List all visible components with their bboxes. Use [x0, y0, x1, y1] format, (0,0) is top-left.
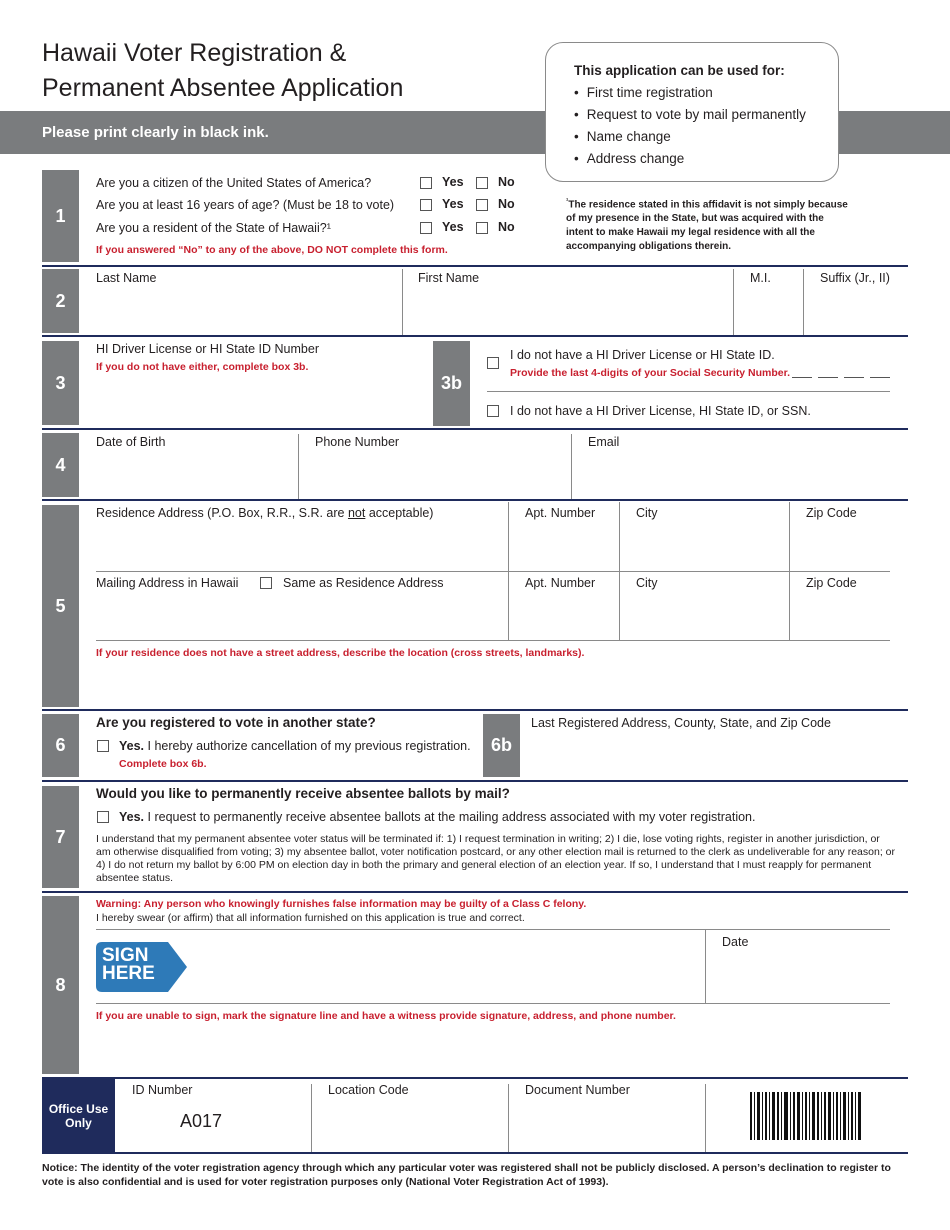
apt-label: Apt. Number [525, 506, 596, 520]
location-note: If your residence does not have a street address, describe the location (cross streets, landmarks). [96, 647, 585, 659]
no-id-label: I do not have a HI Driver License, HI State ID, or SSN. [510, 404, 811, 418]
divider [42, 780, 908, 782]
divider [619, 572, 620, 640]
divider [42, 709, 908, 711]
license-note: If you do not have either, complete box 3b. [96, 361, 309, 373]
mi-label: M.I. [750, 271, 771, 285]
residence-label-not: not [347, 506, 366, 520]
section-1-number: 1 [42, 170, 79, 262]
no-label: No [498, 197, 515, 211]
here-word: HERE [102, 963, 155, 984]
barcode [750, 1092, 865, 1140]
request-text: I request to permanently receive absentee ballots at the mailing address associated with my voter registration. [147, 810, 756, 824]
apt-label: Apt. Number [525, 576, 596, 590]
divider [619, 502, 620, 571]
section-1-warning: If you answered “No” to any of the above, DO NOT complete this form. [96, 244, 448, 256]
last-name-label: Last Name [96, 271, 157, 285]
use-item: • Name change [574, 126, 806, 148]
box-3b-label: 3b [433, 341, 470, 426]
section-8-number: 8 [42, 896, 79, 1074]
divider [571, 434, 572, 500]
form-title [42, 36, 403, 106]
yes-label: Yes [442, 197, 464, 211]
other-state-question: Are you registered to vote in another state? [96, 715, 376, 730]
divider [508, 502, 509, 571]
box-6b-note: Complete box 6b. [119, 758, 207, 770]
divider [789, 572, 790, 640]
divider [42, 891, 908, 893]
divider [803, 269, 804, 335]
age-question: Are you at least 16 years of age? (Must be 18 to vote) [96, 198, 395, 212]
authorization-text: I hereby authorize cancellation of my previous registration. [147, 739, 471, 753]
same-as-residence-label: Same as Residence Address [283, 576, 444, 590]
office-use-line-2: Only [65, 1115, 92, 1130]
divider [42, 265, 908, 267]
divider [508, 1084, 509, 1152]
divider [96, 1003, 890, 1004]
last-address-label: Last Registered Address, County, State, and Zip Code [531, 716, 831, 730]
yes-label: Yes. [119, 739, 145, 753]
citizen-no-checkbox[interactable] [476, 177, 488, 189]
office-use-line-1: Office Use [48, 1101, 109, 1116]
section-2-number: 2 [42, 269, 79, 333]
sign-word: SIGN [102, 945, 149, 966]
divider [402, 269, 403, 335]
cancel-registration-checkbox[interactable] [97, 740, 109, 752]
ssn-digit-line[interactable] [792, 377, 812, 378]
city-label: City [636, 576, 658, 590]
use-item: • Address change [574, 148, 806, 170]
phone-label: Phone Number [315, 435, 400, 449]
same-as-residence-checkbox[interactable] [260, 577, 272, 589]
resident-yes-checkbox[interactable] [420, 222, 432, 234]
divider [42, 428, 908, 430]
divider [96, 640, 890, 641]
use-item: • Request to vote by mail permanently [574, 104, 806, 126]
residence-label-end: acceptable) [365, 506, 434, 520]
divider [96, 929, 890, 930]
divider [789, 502, 790, 571]
resident-no-checkbox[interactable] [476, 222, 488, 234]
id-number-value: A017 [180, 1111, 223, 1131]
footnote-text: The residence stated in this affidavit is not simply because of my presence in the State, but was acquired with the intent to make Hawaii my legal residence with all the accompanying obligations therein. [566, 199, 848, 253]
section-6-number: 6 [42, 714, 79, 777]
cancel-registration-text [119, 739, 471, 753]
uses-box [545, 42, 839, 182]
signature-field[interactable] [190, 940, 700, 1002]
divider [42, 1077, 908, 1079]
affirmation-text: I hereby swear (or affirm) that all information furnished on this application is true and correct. [96, 912, 525, 924]
felony-warning: Warning: Any person who knowingly furnishes false information may be guilty of a Class C felony. [96, 898, 587, 910]
divider [96, 571, 890, 572]
divider [487, 391, 890, 392]
use-item: • First time registration [574, 82, 806, 104]
email-label: Email [588, 435, 620, 449]
footnote-mark: ¹ [566, 198, 569, 205]
ssn-digit-line[interactable] [818, 377, 838, 378]
office-use-label [42, 1078, 115, 1153]
banner-text: Please print clearly in black ink. [42, 124, 269, 141]
first-name-label: First Name [418, 271, 480, 285]
dob-label: Date of Birth [96, 435, 166, 449]
no-label: No [498, 175, 515, 189]
section-5-number: 5 [42, 505, 79, 707]
absentee-question: Would you like to permanently receive absentee ballots by mail? [96, 786, 510, 801]
divider [298, 434, 299, 500]
age-no-checkbox[interactable] [476, 199, 488, 211]
citizen-yes-checkbox[interactable] [420, 177, 432, 189]
citizen-question: Are you a citizen of the United States of America? [96, 176, 372, 190]
zip-label: Zip Code [806, 576, 857, 590]
ssn-digit-line[interactable] [844, 377, 864, 378]
mailing-address-label: Mailing Address in Hawaii [96, 576, 239, 590]
uses-heading: This application can be used for: [574, 63, 785, 78]
permanent-absentee-checkbox[interactable] [97, 811, 109, 823]
box-6b-label: 6b [483, 714, 520, 777]
age-yes-checkbox[interactable] [420, 199, 432, 211]
title-line-2: Permanent Absentee Application [42, 74, 404, 102]
divider [508, 572, 509, 640]
resident-question: Are you a resident of the State of Hawaii?¹ [96, 221, 331, 235]
id-number-label: ID Number [132, 1083, 193, 1097]
uses-list [574, 82, 806, 170]
divider [42, 335, 908, 337]
absentee-terms: I understand that my permanent absentee voter status will be terminated if: 1) I request termination in writing; 2) I die, lose voting rights, register in another jurisdiction, or am otherwise disqualified from voting; 3) my absentee ballot, voter notification postcard, or any other election mail is returned to the clerk as undeliverable for any reason; or 4) I do not return my ballot by 6:00 PM on election day in both the primary and general election of an election year. If so, I understand that I must reapply for permanent absentee status. [96, 833, 895, 884]
divider [733, 269, 734, 335]
location-code-label: Location Code [328, 1083, 409, 1097]
section-7-number: 7 [42, 786, 79, 888]
divider [42, 499, 908, 501]
yes-label: Yes. [119, 810, 145, 824]
section-3-number: 3 [42, 341, 79, 425]
divider [705, 1084, 706, 1152]
no-id-checkbox[interactable] [487, 405, 499, 417]
no-license-label: I do not have a HI Driver License or HI State ID. [510, 348, 775, 362]
ssn-note: Provide the last 4-digits of your Social Security Number. [510, 367, 791, 379]
divider [705, 930, 706, 1003]
no-label: No [498, 220, 515, 234]
unable-to-sign-note: If you are unable to sign, mark the signature line and have a witness provide signature, address, and phone number. [96, 1010, 676, 1022]
privacy-notice: Notice: The identity of the voter registration agency through which any particular voter was registered shall not be publicly disclosed. A person’s declination to register to vote is also confidential and is used for voter registration purposes only (National Voter Registration Act of 1993). [42, 1162, 891, 1188]
yes-label: Yes [442, 220, 464, 234]
no-license-checkbox[interactable] [487, 357, 499, 369]
sign-here-text [102, 947, 155, 983]
divider [311, 1084, 312, 1152]
divider [42, 1152, 908, 1154]
date-label: Date [722, 935, 749, 949]
title-line-1: Hawaii Voter Registration & [42, 39, 347, 67]
city-label: City [636, 506, 658, 520]
zip-label: Zip Code [806, 506, 857, 520]
document-number-label: Document Number [525, 1083, 630, 1097]
license-label: HI Driver License or HI State ID Number [96, 342, 319, 356]
residence-address-label [96, 506, 433, 520]
suffix-label: Suffix (Jr., II) [820, 271, 890, 285]
absentee-request-text [119, 810, 755, 824]
residence-footnote [566, 195, 851, 254]
yes-label: Yes [442, 175, 464, 189]
residence-label-start: Residence Address (P.O. Box, R.R., S.R. are [96, 506, 348, 520]
ssn-digit-line[interactable] [870, 377, 890, 378]
sign-here-tab [96, 942, 187, 992]
section-4-number: 4 [42, 433, 79, 497]
